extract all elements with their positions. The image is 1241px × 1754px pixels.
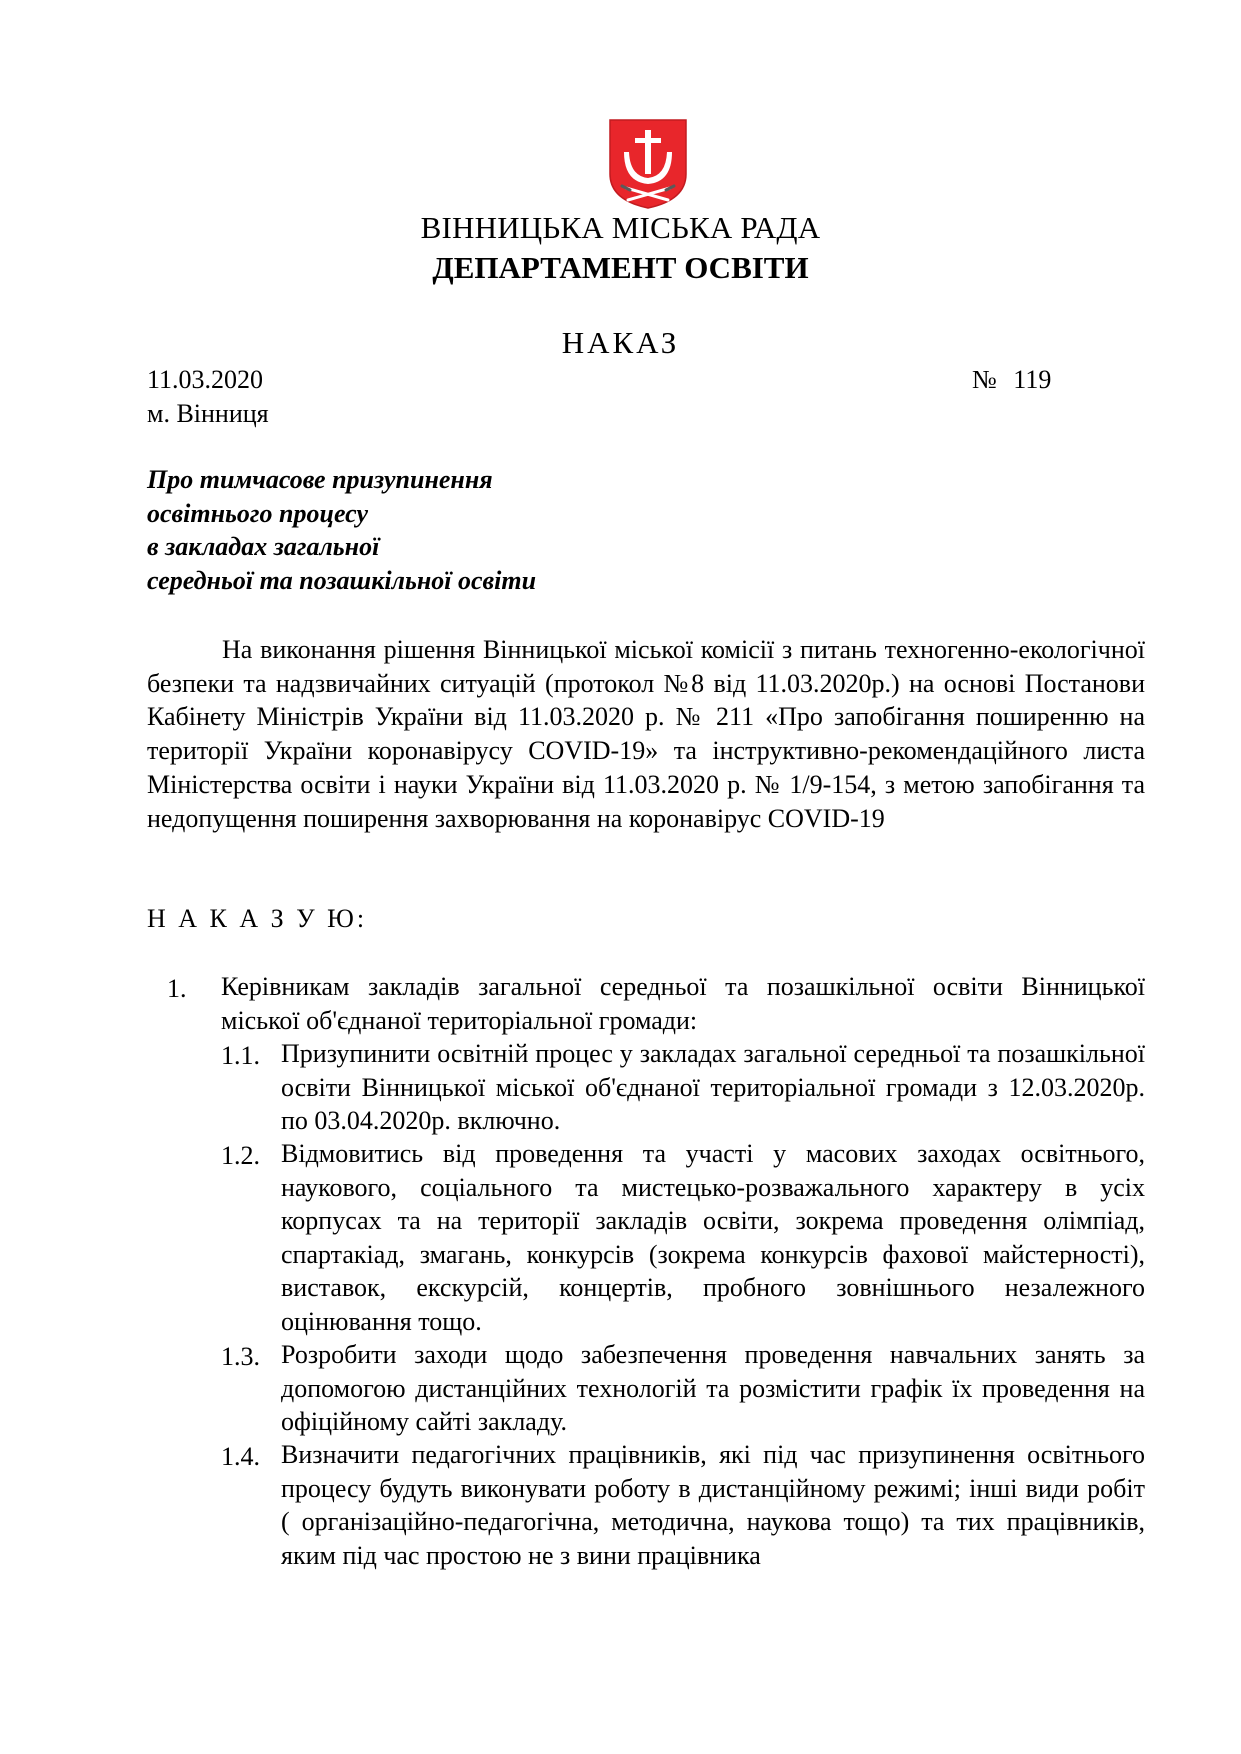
document-number: № 119 [972, 365, 1052, 394]
intro-paragraph: На виконання рішення Вінницької міської комісії з питань техногенно-екологічної безпеки та надзвичайних ситуацій (протокол №8 від 11.03.2020р.) на основі Постанови Кабінету Міністрів України від 11.03.2020 р. № 211 «Про запобігання поширенню на території України коронавірусу COVID-19» та інструктивно-рекомендаційного листа Міністерства освіти і науки України від 11.03.2020 р. № 1/9-154, з метою запобігання та недопущення поширення захворювання на коронавірус COVID-19 [147, 635, 1145, 833]
item-number: 1.3. [221, 1342, 260, 1371]
vinnytsia-coat-of-arms-icon [608, 118, 688, 210]
item-number: 1.2. [221, 1141, 260, 1170]
document-type: НАКАЗ [561, 325, 680, 360]
item-1-4-text: Визначити педагогічних працівників, які під час призупинення освітнього процесу будуть виконувати роботу в дистанційному режимі; інші види робіт ( організаційно-педагогічна, методична, наукова тощо) та тих працівників, яким під час простою не з вини працівника [281, 1440, 1145, 1570]
item-1-1-text: Призупинити освітній процес у закладах загальної середньої та позашкільної освіти Вінницької міської об'єднаної територіальної громади з 12.03.2020р. по 03.04.2020р. включно. [281, 1039, 1145, 1135]
item-1-text: Керівникам закладів загальної середньої та позашкільної освіти Вінницької міської об'єднаної територіальної громади: [221, 972, 1145, 1035]
item-number: 1.1. [221, 1041, 260, 1070]
subject-line: в закладах загальної [147, 532, 380, 561]
order-word: Н А К А З У Ю: [147, 904, 368, 933]
subject-line: освітнього процесу [147, 498, 369, 528]
subject-line: середньої та позашкільної освіти [147, 565, 537, 595]
org-name: ВІННИЦЬКА МІСЬКА РАДА [420, 210, 821, 245]
document-subject [147, 463, 536, 597]
item-number: 1.4. [221, 1442, 260, 1471]
document-place: м. Вінниця [147, 399, 269, 428]
subject-line: Про тимчасове призупинення [147, 465, 493, 494]
item-1-3-text: Розробити заходи щодо забезпечення проведення навчальних занять за допомогою дистанційних технологій та розмістити графік їх проведення на офіційному сайті закладу. [281, 1340, 1145, 1436]
document-date: 11.03.2020 [147, 365, 264, 394]
item-1-2-text: Відмовитись від проведення та участі у масових заходах освітнього, наукового, соціального та мистецько-розважального характеру в усіх корпусах та на території закладів освіти, зокрема проведення олімпіад, спартакіад, змагань, конкурсів (зокрема конкурсів фахової майстерності), виставок, екскурсій, концертів, пробного зовнішнього незалежного оцінювання тощо. [281, 1139, 1145, 1336]
department-name: ДЕПАРТАМЕНТ ОСВІТИ [432, 250, 809, 285]
item-number: 1. [167, 974, 187, 1003]
